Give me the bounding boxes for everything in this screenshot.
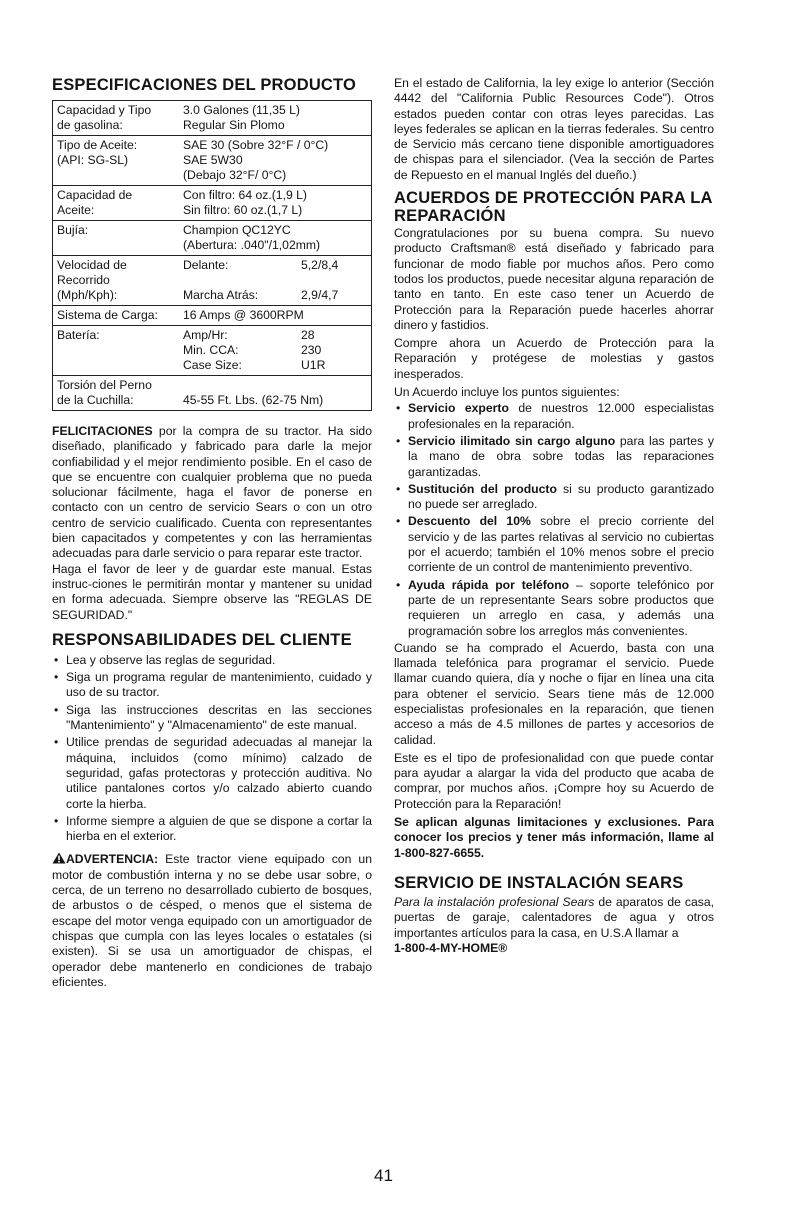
spec-value-line: 3.0 Galones (11,35 L): [183, 103, 300, 117]
spec-value: [183, 258, 367, 303]
spec-pair-value: 230: [301, 343, 322, 357]
spec-pair-value: U1R: [301, 358, 326, 372]
installation-phone: 1-800-4-MY-HOME®: [394, 940, 508, 955]
page-number: 41: [374, 1166, 393, 1185]
spec-row: [53, 136, 371, 186]
spec-row: [53, 101, 371, 136]
benefit-item: [394, 434, 714, 480]
spec-row: [53, 221, 371, 256]
benefit-item: [394, 578, 714, 639]
protection-call-paragraph: Cuando se ha comprado el Acuerdo, basta con una llamada telefónica para programar el servicio. Puede llamar cuando quiera, día y noche o fijar en línea una cita para obtener el servicio. Sears tiene más de 12.000 especialistas profesionales en la reparación, que tienen acceso a más de 4.5 millones de partes y accesorios de calidad.: [394, 640, 714, 747]
congratulations-paragraph: [52, 424, 372, 562]
spec-pair-key: Amp/Hr:: [183, 328, 228, 342]
spec-pair-key: Marcha Atrás:: [183, 288, 259, 302]
spec-value-pair: [183, 358, 367, 373]
spec-value: [183, 308, 367, 323]
california-paragraph: En el estado de California, la ley exige lo anterior (Sección 4442 del "California Public Resources Code"). Otros estados pueden contar con otras leyes parecidas. Las leyes federales se aplican en la tierras federales. Su centro de Servicio más cercano tiene disponible amortiguadores de chispas para el silenciador. (Vea la sección de Partes de Repuesto en el manual Inglés del dueño.): [394, 76, 714, 182]
spec-value-pair: [183, 343, 367, 358]
spec-label: [57, 103, 183, 133]
responsibility-item: • Siga un programa regular de mantenimiento, cuidado y uso de su tractor.: [52, 670, 372, 701]
benefit-item: [394, 514, 714, 575]
benefit-text: para las partes y la mano de obra sobre todas las reparaciones garantizadas.: [408, 433, 714, 479]
spec-label: [57, 138, 183, 183]
spec-label-line: de gasolina:: [57, 118, 123, 132]
benefit-lead: Ayuda rápida por teléfono: [408, 577, 570, 592]
benefit-text: – soporte telefónico por parte de un representante Sears sobre productos que requieren un arreglo en casa, y además una programación sobre los arreglos más convenientes.: [408, 577, 714, 638]
spec-label-line: (Mph/Kph):: [57, 288, 118, 302]
limitations-paragraph: Se aplican algunas limitaciones y exclusiones. Para conocer los precios y tener más información, llame al 1-800-827-6655.: [394, 815, 714, 860]
spec-value-line: Sin filtro: 60 oz.(1,7 L): [183, 203, 303, 217]
spec-label: [57, 258, 183, 303]
spec-label-line: Torsión del Perno: [57, 378, 152, 392]
spec-row: [53, 306, 371, 326]
specs-heading: ESPECIFICACIONES DEL PRODUCTO: [52, 76, 357, 94]
spec-label-line: de la Cuchilla:: [57, 393, 134, 407]
spec-pair-key: Delante:: [183, 258, 229, 272]
spec-value: [183, 378, 367, 408]
spec-value-line: (Abertura: .040"/1,02mm): [183, 238, 321, 252]
spec-value-pair: [183, 258, 367, 273]
spec-label: [57, 328, 183, 373]
spec-value: [183, 138, 367, 183]
protection-intro-paragraph: Congratulaciones por su buena compra. Su nuevo producto Craftsman® está diseñado y fabricado para funcionar de modo fiable por muchos años. Pero como todos los productos, puede necesitar alguna reparación de tanto en tanto. En este caso tener un Acuerdo de Protección para la Reparación puede hacerles ahorrar dinero y fastidios.: [394, 226, 714, 332]
congratulations-text: por la compra de su tractor. Ha sido diseñado, planificado y fabricado para darle la mejor confiabilidad y el mejor rendimiento posible. En el caso de que se encuentre con cualquier problema que no pueda solucionar fácilmente, haga el favor de ponerse en contacto con un centro de servicio Sears o con un otro centro de servicio cualificado. Cuenta con representantes bien capacitados y competentes y con las herramientas adecuadas para darle servicio o para reparar este tractor.: [52, 424, 372, 561]
spec-label-line: Batería:: [57, 328, 100, 342]
spec-label-line: Capacidad y Tipo: [57, 103, 152, 117]
spec-value-pair: [183, 273, 367, 288]
spec-row: [53, 326, 371, 376]
spec-label-line: Velocidad de: [57, 258, 127, 272]
spec-value: [183, 103, 367, 133]
benefit-lead: Sustitución del producto: [408, 481, 557, 496]
warning-lead: ADVERTENCIA:: [66, 852, 159, 867]
spec-row: [53, 376, 371, 410]
spec-label-line: (API: SG-SL): [57, 153, 129, 167]
benefit-lead: Descuento del 10%: [408, 514, 531, 529]
installation-paragraph: [394, 895, 714, 941]
spec-label-line: Sistema de Carga:: [57, 308, 158, 322]
protection-includes-paragraph: Un Acuerdo incluye los puntos siguientes:: [394, 385, 620, 400]
benefit-lead: Servicio ilimitado sin cargo alguno: [408, 433, 616, 448]
protection-agreements-heading: ACUERDOS DE PROTECCIÓN PARA LA REPARACIÓN: [394, 189, 712, 226]
right-column: [394, 76, 714, 956]
spec-value-line: (Debajo 32°F/ 0°C): [183, 168, 287, 182]
manual-paragraph: Haga el favor de leer y de guardar este manual. Estas instruc-ciones le permitirán montar y mantener su unidad en forma adecuada. Siempre observe las "REGLAS DE SEGURIDAD.": [52, 561, 372, 622]
spec-pair-key: [183, 273, 301, 288]
spec-pair-key: Case Size:: [183, 358, 242, 372]
benefits-list: [394, 401, 714, 638]
spec-pair-key: Min. CCA:: [183, 343, 239, 357]
spec-pair-value: 28: [301, 328, 315, 342]
warning-paragraph: [52, 852, 372, 990]
spec-row: [53, 186, 371, 221]
spec-label-line: Bujía:: [57, 223, 89, 237]
spec-value-line: Con filtro: 64 oz.(1,9 L): [183, 188, 307, 202]
specs-table: [52, 100, 372, 411]
warning-triangle-icon: [52, 852, 66, 864]
benefit-text: de nuestros 12.000 especialistas profesionales en la reparación.: [408, 401, 714, 431]
responsibility-item: • Siga las instrucciones descritas en las secciones "Mantenimiento" y "Almacenamiento" de este manual.: [52, 703, 372, 734]
spec-value-pair: [183, 328, 367, 343]
spec-value: [183, 188, 367, 218]
protection-buy-paragraph: Compre ahora un Acuerdo de Protección para la Reparación y protégese de molestias y gastos inesperados.: [394, 336, 714, 381]
spec-label-line: Tipo de Aceite:: [57, 138, 138, 152]
spec-value-line: [183, 378, 367, 393]
spec-label: [57, 378, 183, 408]
spec-value-line: Regular Sin Plomo: [183, 118, 285, 132]
responsibility-item: • Lea y observe las reglas de seguridad.: [52, 653, 372, 668]
spec-value: [183, 328, 367, 373]
installation-text: de aparatos de casa, puertas de garaje, calentadores de agua y otros importantes artículos para la casa, en U.S.A llamar a: [394, 894, 715, 940]
spec-label: [57, 188, 183, 218]
installation-italic: Para la instalación profesional Sears: [394, 894, 595, 909]
spec-label-line: Aceite:: [57, 203, 95, 217]
left-column: [52, 76, 372, 990]
spec-pair-value: 2,9/4,7: [301, 288, 339, 302]
spec-value-line: Champion QC12YC: [183, 223, 291, 237]
responsibilities-heading: RESPONSABILIDADES DEL CLIENTE: [52, 630, 352, 649]
congratulations-lead: FELICITACIONES: [52, 424, 153, 438]
spec-value-line: SAE 30 (Sobre 32°F / 0°C): [183, 138, 329, 152]
spec-row: [53, 256, 371, 306]
spec-label: [57, 308, 183, 323]
spec-value-line: 45-55 Ft. Lbs. (62-75 Nm): [183, 393, 324, 407]
benefit-lead: Servicio experto: [408, 401, 509, 416]
benefit-text: si su producto garantizado no puede ser arreglado.: [408, 481, 714, 512]
installation-heading: SERVICIO DE INSTALACIÓN SEARS: [394, 873, 684, 892]
benefit-text: sobre el precio corriente del servicio y de las partes relativas al servicio no cubiertas por el acuerdo; también el 10% menos sobre el precio corriente de un control de mantenimiento preventivo.: [408, 514, 714, 575]
spec-value-line: SAE 5W30: [183, 153, 243, 167]
benefit-item: [394, 401, 714, 432]
spec-value-pair: [183, 288, 367, 303]
spec-label-line: Recorrido: [57, 273, 110, 287]
protection-professional-paragraph: Este es el tipo de profesionalidad con que puede contar para ayudar a alargar la vida del producto que acaba de comprar, por muchos años. ¡Compre hoy su Acuerdo de Protección para la Reparación!: [394, 750, 714, 811]
responsibility-item: • Informe siempre a alguien de que se dispone a cortar la hierba en el exterior.: [52, 814, 372, 845]
responsibilities-list: [52, 653, 372, 845]
spec-pair-value: 5,2/8,4: [301, 258, 339, 272]
spec-value-line: 16 Amps @ 3600RPM: [183, 308, 304, 322]
responsibility-item: • Utilice prendas de seguridad adecuadas al manejar la máquina, incluidos (como mínimo) calzado de seguridad, gafas protectoras y protección auditiva. No utilice pantalones cortos y/o calzado abierto cuando corte la hierba.: [52, 735, 372, 811]
spec-label-line: Capacidad de: [57, 188, 133, 202]
benefit-item: [394, 482, 714, 513]
spec-label: [57, 223, 183, 253]
spec-value: [183, 223, 367, 253]
warning-text: Este tractor viene equipado con un motor de combustión interna y no se debe usar sobre, o cerca, de un terreno no desarrollado cubierto de bosques, de arbustos o de césped, o menos que el sistema de escape del motor venga equipado con un amortiguador de chispas que cumpla con las leyes locales o estatales (si existen). Si se usa un amortiguador de chispas, el operador debe mantenerlo en condiciones de trabajo eficientes.: [52, 852, 372, 989]
